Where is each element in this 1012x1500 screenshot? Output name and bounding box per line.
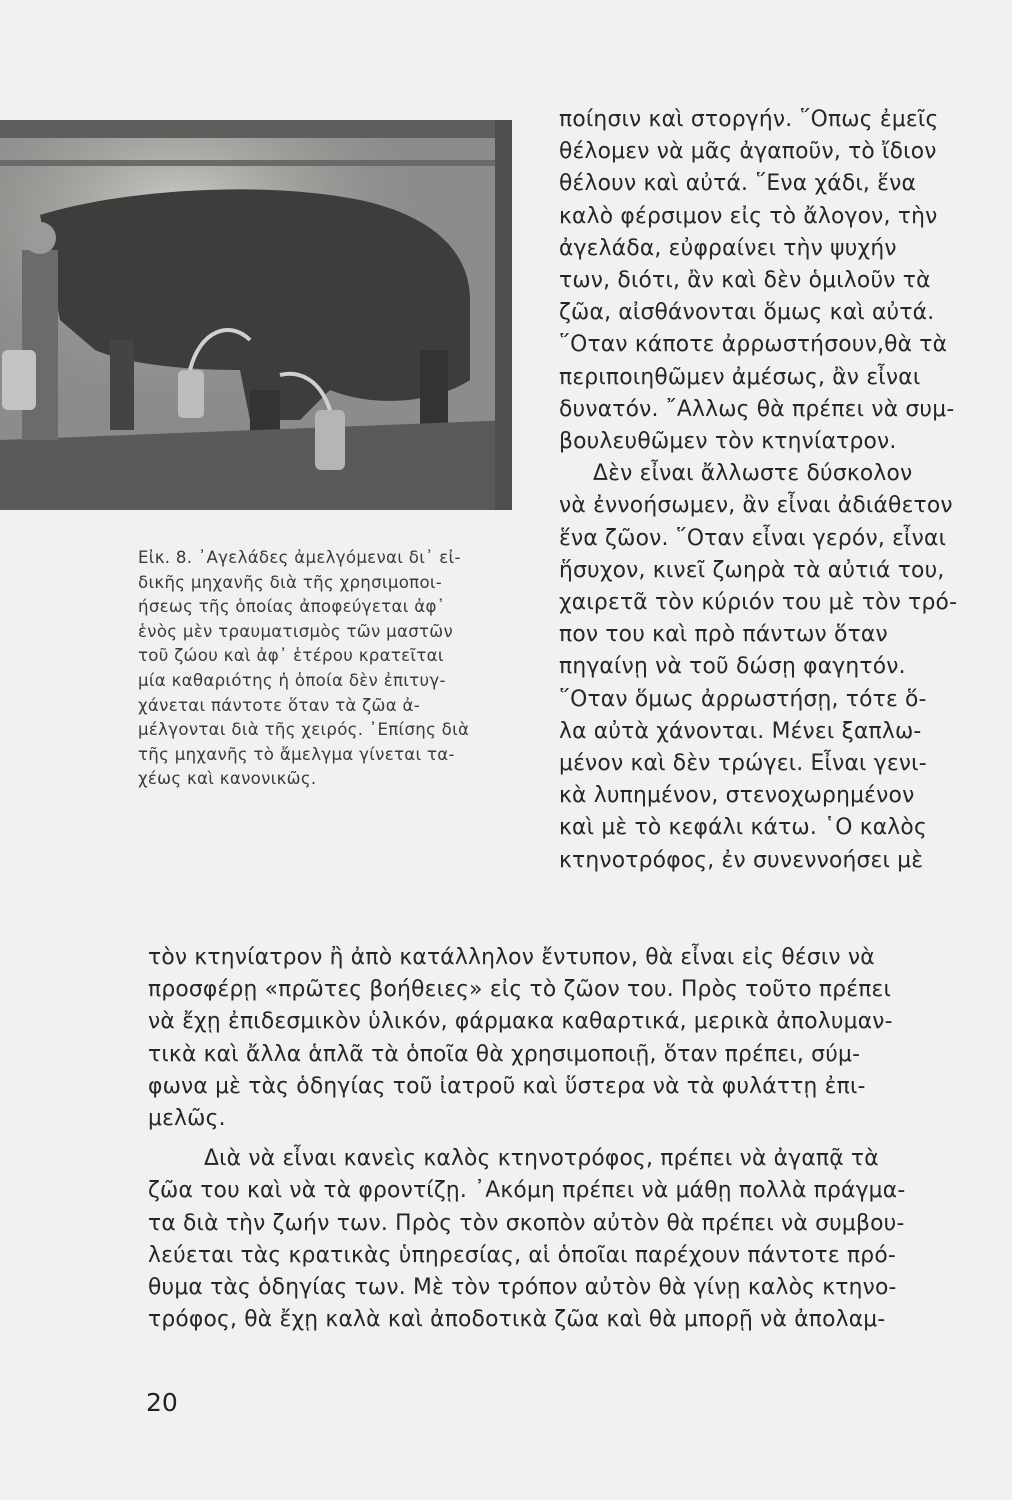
page-number: 20: [146, 1388, 178, 1417]
text-line: μελῶς.: [148, 1106, 226, 1132]
text-line: περιποιηθῶμεν ἀμέσως, ἂν εἶναι: [559, 364, 921, 390]
text-line: ἀγελάδα, εὐφραίνει τὴν ψυχήν: [559, 235, 897, 261]
text-line: φωνα μὲ τὰς ὁδηγίας τοῦ ἰατροῦ καὶ ὕστερα νὰ τὰ φυλάττῃ ἐπι-: [148, 1073, 866, 1099]
text-line: θέλουν καὶ αὐτά. ῞Ενα χάδι, ἕνα: [559, 171, 917, 197]
text-line: κτηνοτρόφος, ἐν συνεννοήσει μὲ: [559, 847, 924, 873]
full-width-text: [148, 942, 978, 1336]
figure-caption: [138, 546, 520, 792]
text-line: Δὲν εἶναι ἄλλωστε δύσκολον: [593, 461, 913, 487]
text-line: προσφέρῃ «πρῶτες βοήθειες» εἰς τὸ ζῶον του. Πρὸς τοῦτο πρέπει: [148, 977, 892, 1003]
caption-line: μέλγονται διὰ τῆς χειρός. ᾿Επίσης διὰ: [138, 720, 470, 740]
text-line: βουλευθῶμεν τὸν κτηνίατρον.: [559, 429, 897, 455]
text-line: ζῶα, αἰσθάνονται ὅμως καὶ αὐτά.: [559, 300, 935, 326]
text-line: πηγαίνῃ νὰ τοῦ δώσῃ φαγητόν.: [559, 654, 906, 680]
text-line: νὰ ἔχῃ ἐπιδεσμικὸν ὑλικόν, φάρμακα καθαρτικά, μερικὰ ἀπολυμαν-: [148, 1009, 893, 1035]
figure-photo: [0, 120, 512, 510]
text-line: τα διὰ τὴν ζωήν των. Πρὸς τὸν σκοπὸν αὐτὸν θὰ πρέπει νὰ συμβου-: [148, 1210, 905, 1236]
text-line: τὸν κτηνίατρον ἢ ἀπὸ κατάλληλον ἔντυπον, θὰ εἶναι εἰς θέσιν νὰ: [148, 945, 875, 970]
caption-line: μία καθαριότης ἡ ὁποία δὲν ἐπιτυγ-: [138, 670, 446, 690]
text-line: ποίησιν καὶ στοργήν. ῞Οπως ἐμεῖς: [559, 107, 939, 132]
caption-line: τοῦ ζώου καὶ ἀφ᾿ ἑτέρου κρατεῖται: [138, 646, 444, 666]
text-line: των, διότι, ἂν καὶ δὲν ὁμιλοῦν τὰ: [559, 268, 931, 294]
caption-line: ήσεως τῆς ὁποίας ἀποφεύγεται ἀφ᾿: [138, 597, 446, 617]
text-line: ῞Οταν κάποτε ἀρρωστήσουν,θὰ τὰ: [559, 332, 948, 358]
text-line: χαιρετᾶ τὸν κύριόν του μὲ τὸν τρό-: [559, 590, 958, 616]
text-line: λα αὐτὰ χάνονται. Μένει ξαπλω-: [559, 718, 922, 744]
text-line: δυνατόν. ῎Αλλως θὰ πρέπει νὰ συμ-: [559, 396, 955, 422]
text-line: τικὰ καὶ ἄλλα ἁπλᾶ τὰ ὁποῖα θὰ χρησιμοποιῇ, ὅταν πρέπει, σύμ-: [148, 1041, 861, 1067]
text-line: τρόφος, θὰ ἔχῃ καλὰ καὶ ἀποδοτικὰ ζῶα καὶ θὰ μπορῇ νὰ ἀπολαμ-: [148, 1307, 886, 1333]
right-column-text: [559, 104, 979, 877]
text-line: Διὰ νὰ εἶναι κανεὶς καλὸς κτηνοτρόφος, πρέπει νὰ ἀγαπᾷ τὰ: [204, 1146, 879, 1172]
caption-line: τῆς μηχανῆς τὸ ἄμελγμα γίνεται τα-: [138, 744, 455, 764]
caption-line: Εἰκ. 8. ᾿Αγελάδες ἀμελγόμεναι δι᾿ εἰ-: [138, 548, 461, 567]
text-line: ῞Οταν ὅμως ἀρρωστήσῃ, τότε ὅ-: [559, 686, 927, 712]
text-line: θυμα τὰς ὁδηγίας των. Μὲ τὸν τρόπον αὐτὸν θὰ γίνῃ καλὸς κτηνο-: [148, 1275, 897, 1301]
text-line: πον του καὶ πρὸ πάντων ὅταν: [559, 622, 888, 648]
text-line: ζῶα του καὶ νὰ τὰ φροντίζῃ. ᾿Ακόμη πρέπει νὰ μάθῃ πολλὰ πράγμα-: [148, 1178, 906, 1204]
photo-cows-milking-machine-icon: [0, 120, 512, 510]
text-line: λεύεται τὰς κρατικὰς ὑπηρεσίας, αἱ ὁποῖαι παρέχουν πάντοτε πρό-: [148, 1242, 896, 1268]
text-line: νὰ ἐννοήσωμεν, ἂν εἶναι ἀδιάθετον: [559, 493, 953, 519]
text-line: ἥσυχον, κινεῖ ζωηρὰ τὰ αὐτιά του,: [559, 557, 945, 583]
caption-line: δικῆς μηχανῆς διὰ τῆς χρησιμοποι-: [138, 572, 443, 592]
text-line: ἕνα ζῶον. ῞Οταν εἶναι γερόν, εἶναι: [559, 525, 947, 551]
text-line: καλὸ φέρσιμον εἰς τὸ ἄλογον, τὴν: [559, 203, 938, 229]
text-line: καὶ μὲ τὸ κεφάλι κάτω. ῾Ο καλὸς: [559, 815, 927, 841]
text-line: θέλομεν νὰ μᾶς ἀγαποῦν, τὸ ἴδιον: [559, 139, 937, 165]
caption-line: ἑνὸς μὲν τραυματισμὸς τῶν μαστῶν: [138, 621, 454, 641]
caption-line: χάνεται πάντοτε ὅταν τὰ ζῶα ἀ-: [138, 695, 421, 715]
text-line: κὰ λυπημένον, στενοχωρημένον: [559, 783, 915, 809]
caption-line: χέως καὶ κανονικῶς.: [138, 769, 317, 789]
text-line: μένον καὶ δὲν τρώγει. Εἶναι γενι-: [559, 751, 927, 777]
